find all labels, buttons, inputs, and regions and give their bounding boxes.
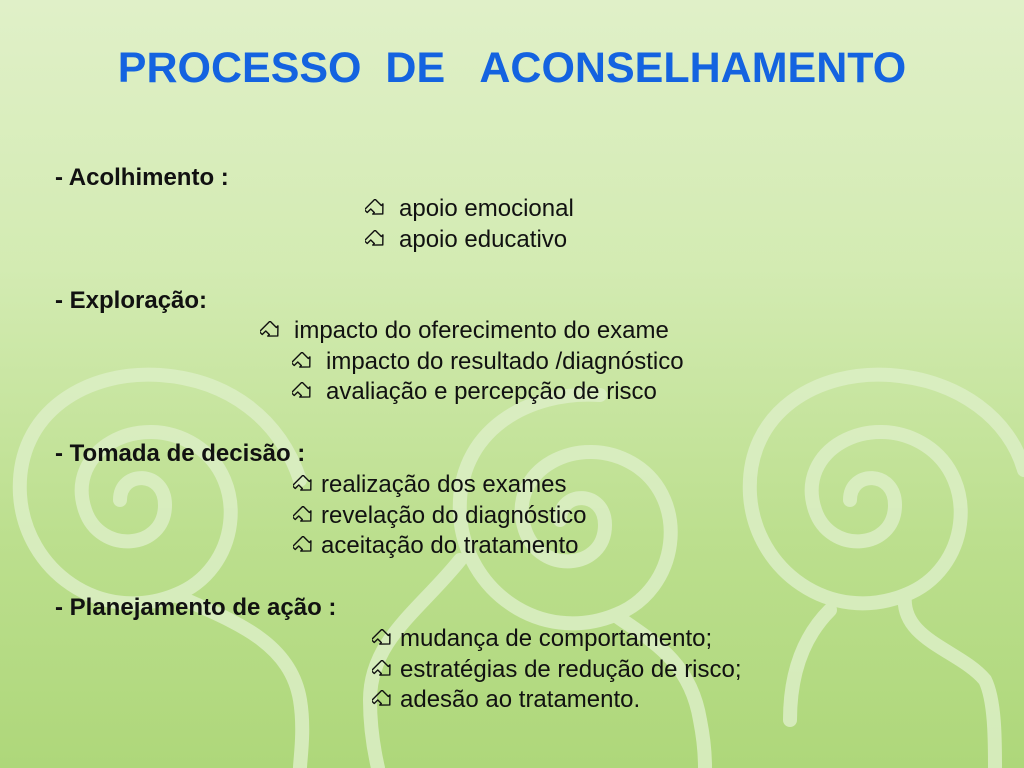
outlined-arrow-icon	[260, 321, 280, 341]
outlined-arrow-icon	[293, 506, 313, 526]
list-item-text: impacto do oferecimento do exame	[294, 317, 669, 344]
list-item-text: adesão ao tratamento.	[400, 686, 641, 713]
outlined-arrow-icon	[293, 536, 313, 556]
list-item-text: apoio educativo	[399, 226, 568, 253]
list-item-text: impacto do resultado /diagnóstico	[326, 348, 684, 375]
outlined-arrow-icon	[365, 230, 385, 250]
list-item	[293, 501, 587, 531]
list-item	[372, 685, 640, 715]
list-item	[292, 347, 684, 377]
list-item-text: realização dos exames	[321, 471, 567, 498]
outlined-arrow-icon	[293, 475, 313, 495]
list-item-text: estratégias de redução de risco;	[400, 656, 742, 683]
list-item-text: apoio emocional	[399, 195, 574, 222]
outlined-arrow-icon	[292, 352, 312, 372]
list-item	[292, 377, 657, 407]
list-item	[372, 655, 742, 685]
list-item-text: avaliação e percepção de risco	[326, 378, 657, 405]
list-item	[293, 531, 579, 561]
list-item-text: revelação do diagnóstico	[321, 502, 587, 529]
spiral-icon	[20, 375, 302, 768]
outlined-arrow-icon	[372, 690, 392, 710]
spiral-icon	[750, 375, 1024, 768]
outlined-arrow-icon	[292, 382, 312, 402]
section-heading-exploracao: - Exploração:	[55, 287, 208, 314]
list-item	[365, 225, 567, 255]
page-title: PROCESSO DE ACONSELHAMENTO	[117, 44, 907, 92]
list-item	[365, 194, 574, 224]
list-item	[372, 624, 712, 654]
section-heading-acolhimento: - Acolhimento :	[55, 164, 229, 191]
list-item	[293, 470, 566, 500]
section-heading-planejamento-de-acao: - Planejamento de ação :	[55, 594, 337, 621]
list-item-text: aceitação do tratamento	[321, 532, 579, 559]
outlined-arrow-icon	[365, 199, 385, 219]
outlined-arrow-icon	[372, 629, 392, 649]
outlined-arrow-icon	[372, 660, 392, 680]
list-item-text: mudança de comportamento;	[400, 625, 713, 652]
section-heading-tomada-de-decisao: - Tomada de decisão :	[55, 440, 306, 467]
list-item	[260, 316, 669, 346]
